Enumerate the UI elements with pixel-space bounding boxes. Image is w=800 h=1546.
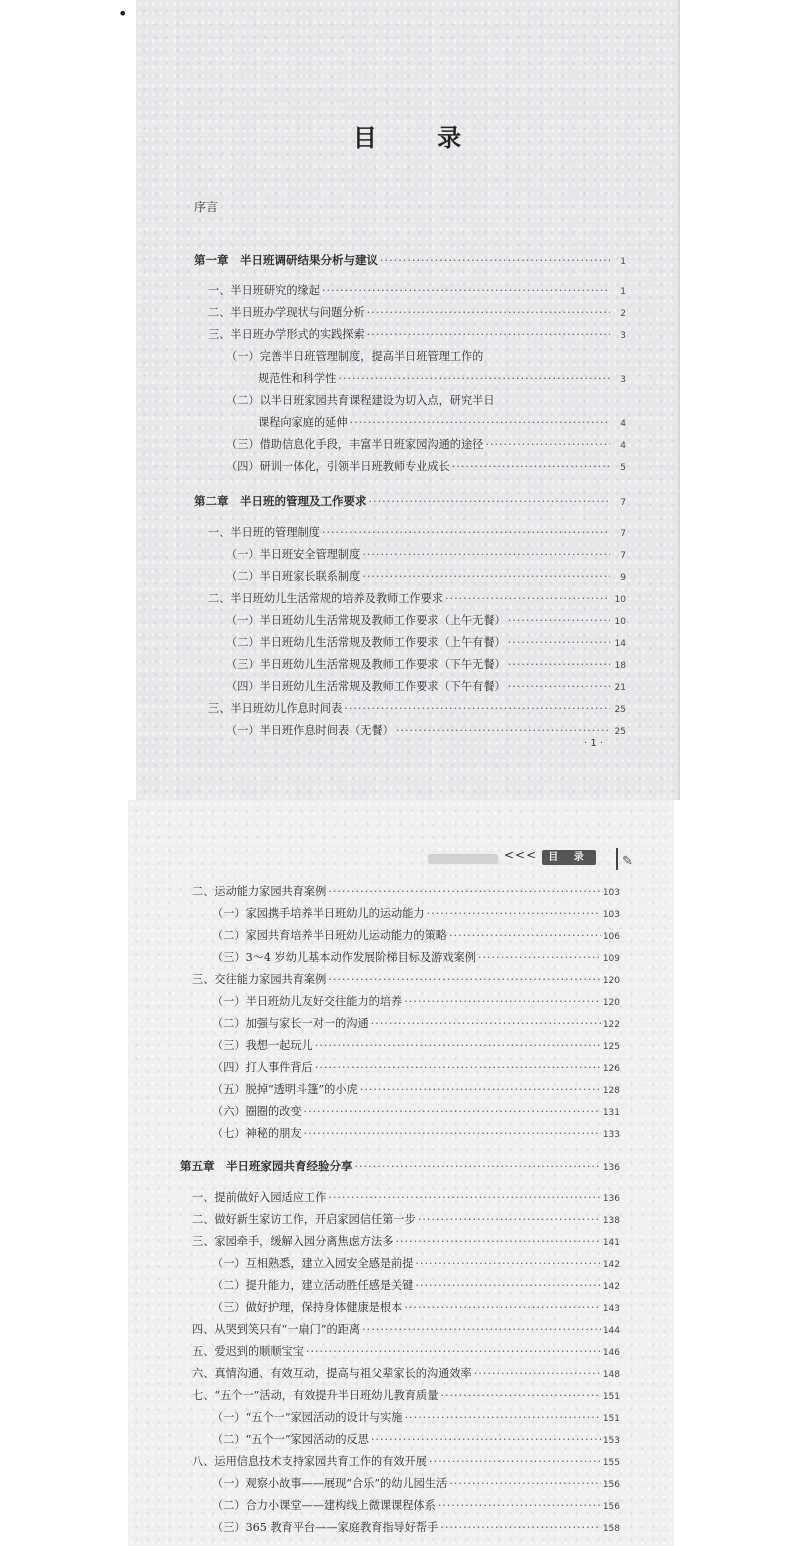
toc-entry[interactable] <box>208 525 626 542</box>
toc-entry-label: 一、提前做好入园适应工作 <box>192 1191 327 1204</box>
toc-entry-page: 7 <box>620 551 626 561</box>
toc-entry-label: （一）“五个一”家园活动的设计与实施 <box>212 1411 403 1424</box>
toc-entry-label: （三）借助信息化手段，丰富半日班家园沟通的途径 <box>226 438 484 451</box>
toc-entry[interactable] <box>192 1344 620 1361</box>
toc-entry-page: 120 <box>602 998 620 1008</box>
toc-entry-page: 25 <box>614 705 626 715</box>
header-badge: 目 录 <box>542 850 596 865</box>
toc-entry-page: 142 <box>602 1260 620 1270</box>
toc-entry-label: 第二章 半日班的管理及工作要求 <box>194 494 367 508</box>
header-ghost-text <box>428 854 498 864</box>
header-arrows: <<< <box>504 848 538 862</box>
toc-entry-label: 课程向家庭的延伸 <box>258 416 348 429</box>
toc-entry[interactable] <box>192 1454 620 1471</box>
toc-entry-page: 109 <box>602 954 620 964</box>
toc-entry-page: 9 <box>620 573 626 583</box>
pencil-icon: ✎ <box>622 854 633 869</box>
toc-entry-label: 六、真情沟通、有效互动，提高与祖父辈家长的沟通效率 <box>192 1367 472 1380</box>
toc-entry-label: （一）半日班幼儿生活常规及教师工作要求（上午无餐） <box>226 614 506 627</box>
list-bullet: • <box>118 4 128 23</box>
toc-entry[interactable] <box>258 415 626 432</box>
toc-entry-page: 7 <box>620 498 626 508</box>
toc-entry[interactable] <box>212 928 620 945</box>
toc-entry-chapter-2[interactable] <box>194 493 626 511</box>
toc-entry-label: （二）合力小课堂——建构线上微课课程体系 <box>212 1499 436 1512</box>
toc-entry[interactable] <box>226 459 626 476</box>
toc-entry[interactable] <box>212 1016 620 1033</box>
toc-entry-label: （二）家园共育培养半日班幼儿运动能力的策略 <box>212 929 447 942</box>
toc-entry[interactable] <box>226 657 626 674</box>
toc-entry-page: 151 <box>602 1414 620 1424</box>
toc-entry-page: 10 <box>614 617 626 627</box>
toc-entry-page: 3 <box>620 331 626 341</box>
toc-entry[interactable] <box>192 1322 620 1339</box>
page-number: · 1 · <box>584 738 604 749</box>
toc-entry-page: 144 <box>602 1326 620 1336</box>
toc-entry[interactable] <box>212 1256 620 1273</box>
toc-entry-label: 二、半日班幼儿生活常规的培养及教师工作要求 <box>208 592 443 605</box>
toc-entry-label: 一、半日班的管理制度 <box>208 526 320 539</box>
toc-entry[interactable] <box>212 1410 620 1427</box>
header-divider <box>616 848 618 870</box>
toc-entry[interactable] <box>226 635 626 652</box>
toc-entry-page: 103 <box>602 888 620 898</box>
toc-entry-page: 7 <box>620 529 626 539</box>
toc-entry[interactable] <box>208 701 626 718</box>
toc-entry[interactable] <box>212 1126 620 1143</box>
toc-entry-page: 1 <box>620 257 626 267</box>
toc-entry-label: （一）完善半日班管理制度，提高半日班管理工作的 <box>226 350 484 363</box>
toc-entry-label: （一）半日班作息时间表（无餐） <box>226 724 394 737</box>
toc-entry-label: （四）研训一体化，引领半日班教师专业成长 <box>226 460 450 473</box>
toc-entry[interactable] <box>226 547 626 564</box>
toc-entry[interactable] <box>226 613 626 630</box>
toc-entry-page: 158 <box>602 1524 620 1534</box>
toc-entry-label: （五）脱掉“透明斗篷”的小虎 <box>212 1083 358 1096</box>
toc-entry[interactable] <box>192 1388 620 1405</box>
toc-entry-page: 21 <box>614 683 626 693</box>
toc-entry-page: 148 <box>602 1370 620 1380</box>
toc-entry-label: 二、做好新生家访工作，开启家园信任第一步 <box>192 1213 416 1226</box>
toc-entry[interactable] <box>208 283 626 300</box>
toc-title: 目 录 <box>352 124 488 152</box>
toc-entry-label: （四）打人事件背后 <box>212 1061 313 1074</box>
toc-entry-page: 136 <box>602 1194 620 1204</box>
toc-entry-label: 八、运用信息技术支持家园共育工作的有效开展 <box>192 1455 427 1468</box>
toc-entry-label: （一）家园携手培养半日班幼儿的运动能力 <box>212 907 425 920</box>
toc-entry-label: 三、半日班办学形式的实践探索 <box>208 328 365 341</box>
toc-entry-page: 153 <box>602 1436 620 1446</box>
toc-entry-label: 三、家园牵手，缓解入园分离焦虑方法多 <box>192 1235 394 1248</box>
toc-entry-label: 四、从哭到笑只有“一扇门”的距离 <box>192 1323 361 1336</box>
toc-preface: 序言 <box>194 200 219 214</box>
toc-entry[interactable] <box>208 327 626 344</box>
toc-entry-page: 146 <box>602 1348 620 1358</box>
toc-entry[interactable] <box>212 1278 620 1295</box>
toc-entry-page: 131 <box>602 1108 620 1118</box>
toc-entry-label: （三）做好护理，保持身体健康是根本 <box>212 1301 403 1314</box>
toc-entry[interactable] <box>208 305 626 322</box>
toc-entry[interactable] <box>226 723 626 740</box>
toc-entry-page: 143 <box>602 1304 620 1314</box>
toc-entry-page: 155 <box>602 1458 620 1468</box>
toc-entry[interactable] <box>212 1104 620 1121</box>
toc-entry-label: 二、半日班办学现状与问题分析 <box>208 306 365 319</box>
toc-entry-page: 14 <box>614 639 626 649</box>
toc-entry[interactable] <box>192 1212 620 1229</box>
toc-entry-page: 128 <box>602 1086 620 1096</box>
toc-entry-page: 142 <box>602 1282 620 1292</box>
toc-entry[interactable] <box>192 1234 620 1251</box>
toc-entry-page: 122 <box>602 1020 620 1030</box>
toc-entry-label: 三、交往能力家园共育案例 <box>192 973 327 986</box>
toc-entry-label: （二）提升能力，建立活动胜任感是关键 <box>212 1279 414 1292</box>
toc-entry-page: 18 <box>614 661 626 671</box>
toc-entry-label: （一）互相熟悉，建立入园安全感是前提 <box>212 1257 414 1270</box>
toc-entry-label: 二、运动能力家园共育案例 <box>192 885 327 898</box>
toc-entry-page: 1 <box>620 287 626 297</box>
toc-entry-page: 3 <box>620 375 626 385</box>
toc-entry[interactable] <box>226 679 626 696</box>
toc-entry-page: 25 <box>614 727 626 737</box>
toc-entry-label: 五、爱迟到的顺顺宝宝 <box>192 1345 304 1358</box>
toc-entry-page: 141 <box>602 1238 620 1248</box>
toc-entry[interactable] <box>212 1060 620 1077</box>
toc-entry[interactable] <box>208 591 626 608</box>
toc-entry[interactable] <box>226 437 626 454</box>
toc-entry[interactable] <box>212 1476 620 1493</box>
toc-entry-page: 156 <box>602 1502 620 1512</box>
toc-entry[interactable] <box>192 972 620 989</box>
toc-entry[interactable] <box>258 371 626 388</box>
toc-entry-label: 第五章 半日班家园共育经验分享 <box>180 1159 353 1173</box>
toc-entry-label: （三）半日班幼儿生活常规及教师工作要求（下午无餐） <box>226 658 506 671</box>
toc-entry-label: （二）半日班幼儿生活常规及教师工作要求（上午有餐） <box>226 636 506 649</box>
toc-entry-page: 133 <box>602 1130 620 1140</box>
toc-entry[interactable] <box>212 1038 620 1055</box>
toc-entry-page: 4 <box>620 441 626 451</box>
toc-entry-label: 规范性和科学性 <box>258 372 337 385</box>
toc-entry-label: （二）“五个一”家园活动的反思 <box>212 1433 369 1446</box>
toc-entry-page: 136 <box>602 1163 620 1173</box>
toc-entry-label: （三）我想一起玩儿 <box>212 1039 313 1052</box>
toc-entry[interactable] <box>192 1190 620 1207</box>
toc-entry-chapter-1[interactable] <box>194 252 626 270</box>
toc-entry[interactable] <box>192 1366 620 1383</box>
toc-entry-label: （二）以半日班家园共育课程建设为切入点，研究半日 <box>226 394 495 407</box>
toc-entry-page: 126 <box>602 1064 620 1074</box>
toc-entry[interactable] <box>226 569 626 586</box>
toc-page-1 <box>136 0 680 800</box>
toc-entry-page: 151 <box>602 1392 620 1402</box>
toc-entry-page: 106 <box>602 932 620 942</box>
toc-entry-label: 七、“五个一”活动，有效提升半日班幼儿教育质量 <box>192 1389 439 1402</box>
toc-entry-label: （七）神秘的朋友 <box>212 1127 302 1140</box>
toc-entry[interactable] <box>212 994 620 1011</box>
toc-entry-page: 138 <box>602 1216 620 1226</box>
toc-entry-page: 10 <box>614 595 626 605</box>
toc-entry-label: （二）半日班家长联系制度 <box>226 570 361 583</box>
toc-entry-label: （一）半日班安全管理制度 <box>226 548 361 561</box>
toc-entry-page: 5 <box>620 463 626 473</box>
toc-entry-page: 125 <box>602 1042 620 1052</box>
toc-entry[interactable] <box>212 1498 620 1515</box>
toc-entry[interactable] <box>212 906 620 923</box>
toc-entry[interactable] <box>212 950 620 967</box>
toc-entry-label: 第一章 半日班调研结果分析与建议 <box>194 253 378 267</box>
toc-entry-label: 三、半日班幼儿作息时间表 <box>208 702 343 715</box>
toc-entry-page: 2 <box>620 309 626 319</box>
toc-page-2 <box>128 800 674 1546</box>
toc-entry-label: （二）加强与家长一对一的沟通 <box>212 1017 369 1030</box>
toc-entry-label: （四）半日班幼儿生活常规及教师工作要求（下午有餐） <box>226 680 506 693</box>
toc-entry[interactable] <box>192 884 620 901</box>
toc-entry-page: 156 <box>602 1480 620 1490</box>
toc-entry-page: 120 <box>602 976 620 986</box>
toc-entry-label: （一）观察小故事——展现“合乐”的幼儿园生活 <box>212 1477 448 1490</box>
toc-entry[interactable] <box>212 1432 620 1449</box>
toc-entry-label: （一）半日班幼儿友好交往能力的培养 <box>212 995 403 1008</box>
toc-entry-label: （三）3～4 岁幼儿基本动作发展阶梯目标及游戏案例 <box>212 951 476 964</box>
toc-entry-label: （六）圈圈的改变 <box>212 1105 302 1118</box>
toc-entry-chapter-5[interactable] <box>180 1158 620 1176</box>
toc-entry-label: 一、半日班研究的缘起 <box>208 284 320 297</box>
toc-entry-page: 4 <box>620 419 626 429</box>
toc-entry[interactable] <box>212 1300 620 1317</box>
toc-entry-label: （三）365 教育平台——家庭教育指导好帮手 <box>212 1521 439 1534</box>
toc-entry[interactable] <box>212 1082 620 1099</box>
toc-entry-page: 103 <box>602 910 620 920</box>
toc-entry[interactable] <box>212 1520 620 1537</box>
